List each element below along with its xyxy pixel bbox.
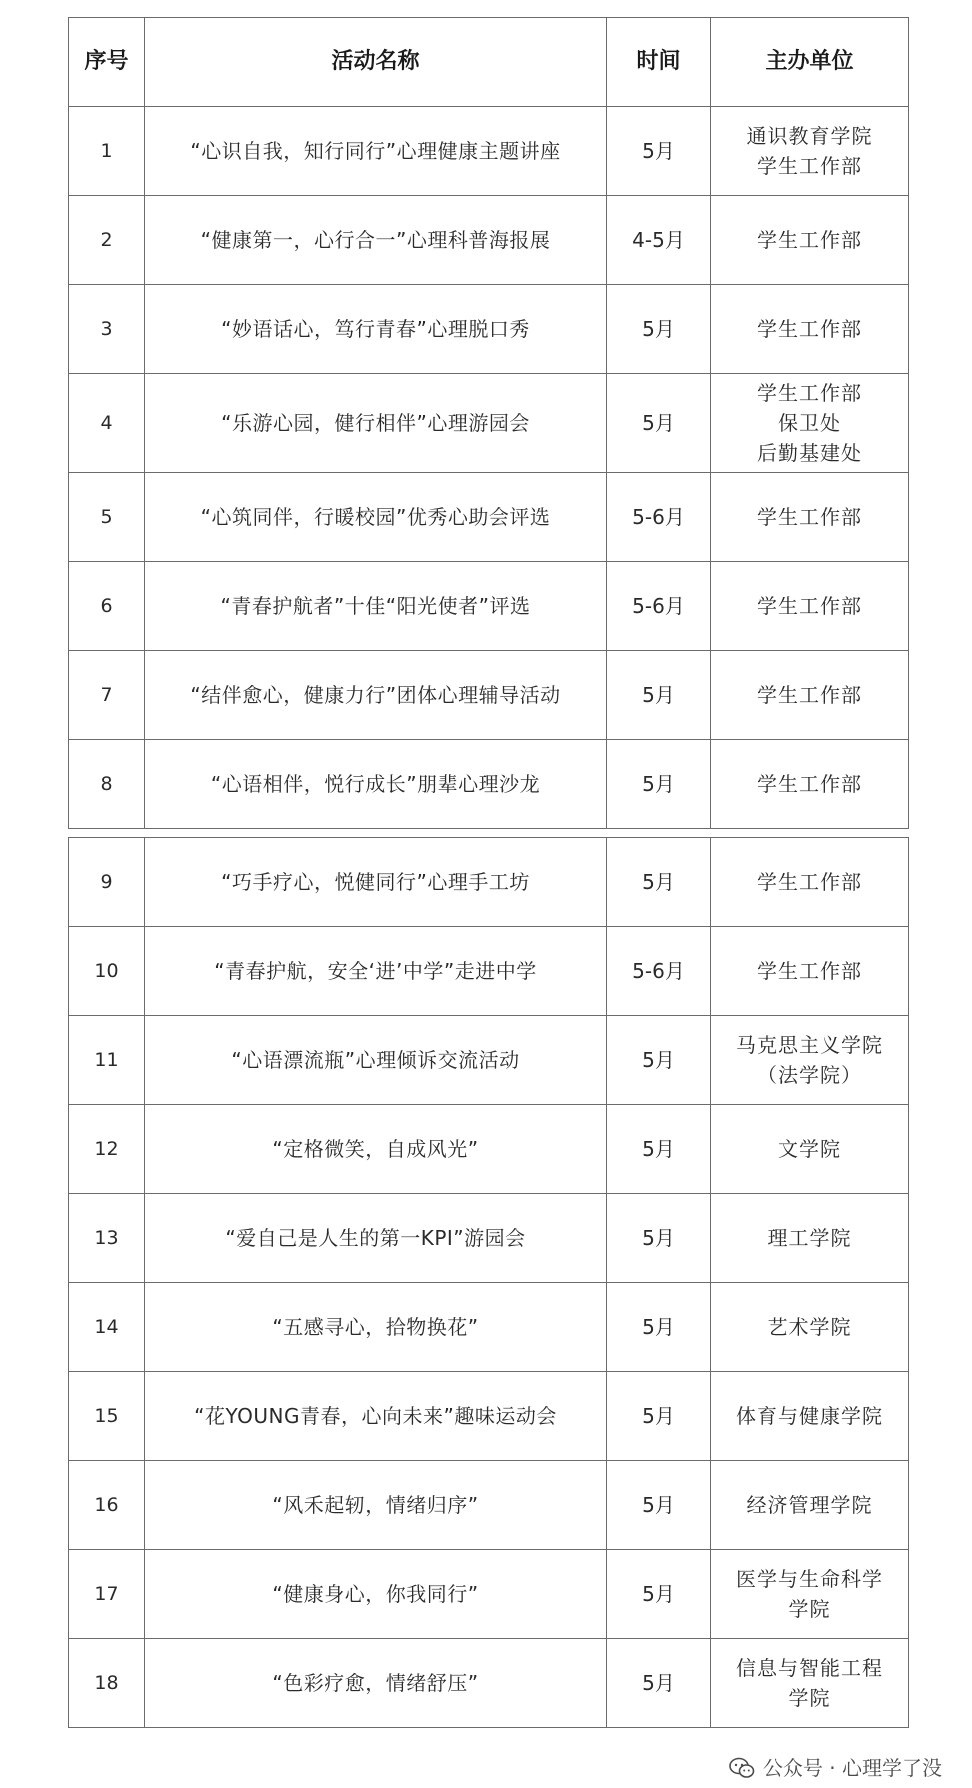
cell-time: 5月 xyxy=(607,1550,711,1639)
cell-organizer: 经济管理学院 xyxy=(711,1461,909,1550)
table-row xyxy=(69,1550,909,1639)
table-row xyxy=(69,1461,909,1550)
cell-activity-name: “青春护航，安全‘进’中学”走进中学 xyxy=(145,927,607,1016)
cell-index: 6 xyxy=(69,562,145,651)
cell-activity-name: “爱自己是人生的第一KPI”游园会 xyxy=(145,1194,607,1283)
cell-index: 2 xyxy=(69,196,145,285)
cell-index: 13 xyxy=(69,1194,145,1283)
header-organizer: 主办单位 xyxy=(711,18,909,107)
header-time: 时间 xyxy=(607,18,711,107)
cell-activity-name: “妙语话心，笃行青春”心理脱口秀 xyxy=(145,285,607,374)
cell-time: 5月 xyxy=(607,374,711,473)
table-header-row xyxy=(69,18,909,107)
table-row xyxy=(69,927,909,1016)
cell-index: 17 xyxy=(69,1550,145,1639)
cell-activity-name: “心语漂流瓶”心理倾诉交流活动 xyxy=(145,1016,607,1105)
cell-activity-name: “巧手疗心，悦健同行”心理手工坊 xyxy=(145,838,607,927)
activity-table xyxy=(68,17,909,1728)
cell-index: 9 xyxy=(69,838,145,927)
cell-organizer: 医学与生命科学 学院 xyxy=(711,1550,909,1639)
cell-organizer: 文学院 xyxy=(711,1105,909,1194)
table-row xyxy=(69,107,909,196)
cell-index: 12 xyxy=(69,1105,145,1194)
page-break-gap xyxy=(69,829,909,838)
cell-time: 4-5月 xyxy=(607,196,711,285)
table-row xyxy=(69,838,909,927)
cell-index: 10 xyxy=(69,927,145,1016)
cell-organizer: 学生工作部 xyxy=(711,473,909,562)
table-row xyxy=(69,1105,909,1194)
table-row xyxy=(69,1283,909,1372)
cell-time: 5月 xyxy=(607,1639,711,1728)
cell-time: 5月 xyxy=(607,1194,711,1283)
cell-organizer: 信息与智能工程 学院 xyxy=(711,1639,909,1728)
header-index: 序号 xyxy=(69,18,145,107)
table-row xyxy=(69,1372,909,1461)
table-row xyxy=(69,1639,909,1728)
cell-time: 5-6月 xyxy=(607,562,711,651)
cell-activity-name: “五感寻心，拾物换花” xyxy=(145,1283,607,1372)
cell-time: 5月 xyxy=(607,1016,711,1105)
table-row xyxy=(69,1194,909,1283)
table-row xyxy=(69,1016,909,1105)
cell-activity-name: “健康身心，你我同行” xyxy=(145,1550,607,1639)
table-row xyxy=(69,473,909,562)
cell-organizer: 学生工作部 xyxy=(711,740,909,829)
cell-activity-name: “乐游心园，健行相伴”心理游园会 xyxy=(145,374,607,473)
cell-index: 3 xyxy=(69,285,145,374)
cell-time: 5月 xyxy=(607,1461,711,1550)
cell-index: 1 xyxy=(69,107,145,196)
cell-organizer: 学生工作部 xyxy=(711,285,909,374)
cell-activity-name: “心语相伴，悦行成长”朋辈心理沙龙 xyxy=(145,740,607,829)
wechat-account-watermark xyxy=(729,1755,942,1781)
cell-organizer: 通识教育学院 学生工作部 xyxy=(711,107,909,196)
cell-time: 5月 xyxy=(607,1105,711,1194)
table-row xyxy=(69,651,909,740)
cell-activity-name: “心筑同伴，行暖校园”优秀心助会评选 xyxy=(145,473,607,562)
cell-time: 5月 xyxy=(607,838,711,927)
cell-organizer: 学生工作部 xyxy=(711,651,909,740)
table-row xyxy=(69,374,909,473)
cell-time: 5月 xyxy=(607,1283,711,1372)
cell-time: 5月 xyxy=(607,107,711,196)
cell-index: 16 xyxy=(69,1461,145,1550)
cell-activity-name: “健康第一，心行合一”心理科普海报展 xyxy=(145,196,607,285)
cell-time: 5月 xyxy=(607,740,711,829)
cell-index: 7 xyxy=(69,651,145,740)
cell-time: 5-6月 xyxy=(607,473,711,562)
cell-activity-name: “心识自我，知行同行”心理健康主题讲座 xyxy=(145,107,607,196)
table-row xyxy=(69,562,909,651)
wechat-icon xyxy=(729,1757,755,1779)
cell-index: 14 xyxy=(69,1283,145,1372)
cell-organizer: 马克思主义学院 （法学院） xyxy=(711,1016,909,1105)
cell-activity-name: “色彩疗愈，情绪舒压” xyxy=(145,1639,607,1728)
cell-organizer: 理工学院 xyxy=(711,1194,909,1283)
cell-time: 5月 xyxy=(607,285,711,374)
page-break-cell xyxy=(69,829,909,838)
cell-organizer: 学生工作部 保卫处 后勤基建处 xyxy=(711,374,909,473)
cell-index: 18 xyxy=(69,1639,145,1728)
table-row xyxy=(69,196,909,285)
cell-activity-name: “风禾起轫，情绪归序” xyxy=(145,1461,607,1550)
cell-organizer: 学生工作部 xyxy=(711,927,909,1016)
cell-time: 5-6月 xyxy=(607,927,711,1016)
activity-table-container xyxy=(68,17,908,1728)
cell-organizer: 学生工作部 xyxy=(711,838,909,927)
cell-activity-name: “结伴愈心，健康力行”团体心理辅导活动 xyxy=(145,651,607,740)
table-row xyxy=(69,285,909,374)
watermark-text: 公众号 · 心理学了没 xyxy=(762,1756,942,1780)
header-activity-name: 活动名称 xyxy=(145,18,607,107)
cell-activity-name: “定格微笑，自成风光” xyxy=(145,1105,607,1194)
cell-organizer: 体育与健康学院 xyxy=(711,1372,909,1461)
cell-organizer: 学生工作部 xyxy=(711,196,909,285)
cell-organizer: 艺术学院 xyxy=(711,1283,909,1372)
table-row xyxy=(69,740,909,829)
cell-index: 15 xyxy=(69,1372,145,1461)
cell-activity-name: “花YOUNG青春，心向未来”趣味运动会 xyxy=(145,1372,607,1461)
cell-time: 5月 xyxy=(607,1372,711,1461)
cell-index: 5 xyxy=(69,473,145,562)
cell-organizer: 学生工作部 xyxy=(711,562,909,651)
cell-activity-name: “青春护航者”十佳“阳光使者”评选 xyxy=(145,562,607,651)
cell-index: 4 xyxy=(69,374,145,473)
cell-index: 11 xyxy=(69,1016,145,1105)
cell-index: 8 xyxy=(69,740,145,829)
cell-time: 5月 xyxy=(607,651,711,740)
